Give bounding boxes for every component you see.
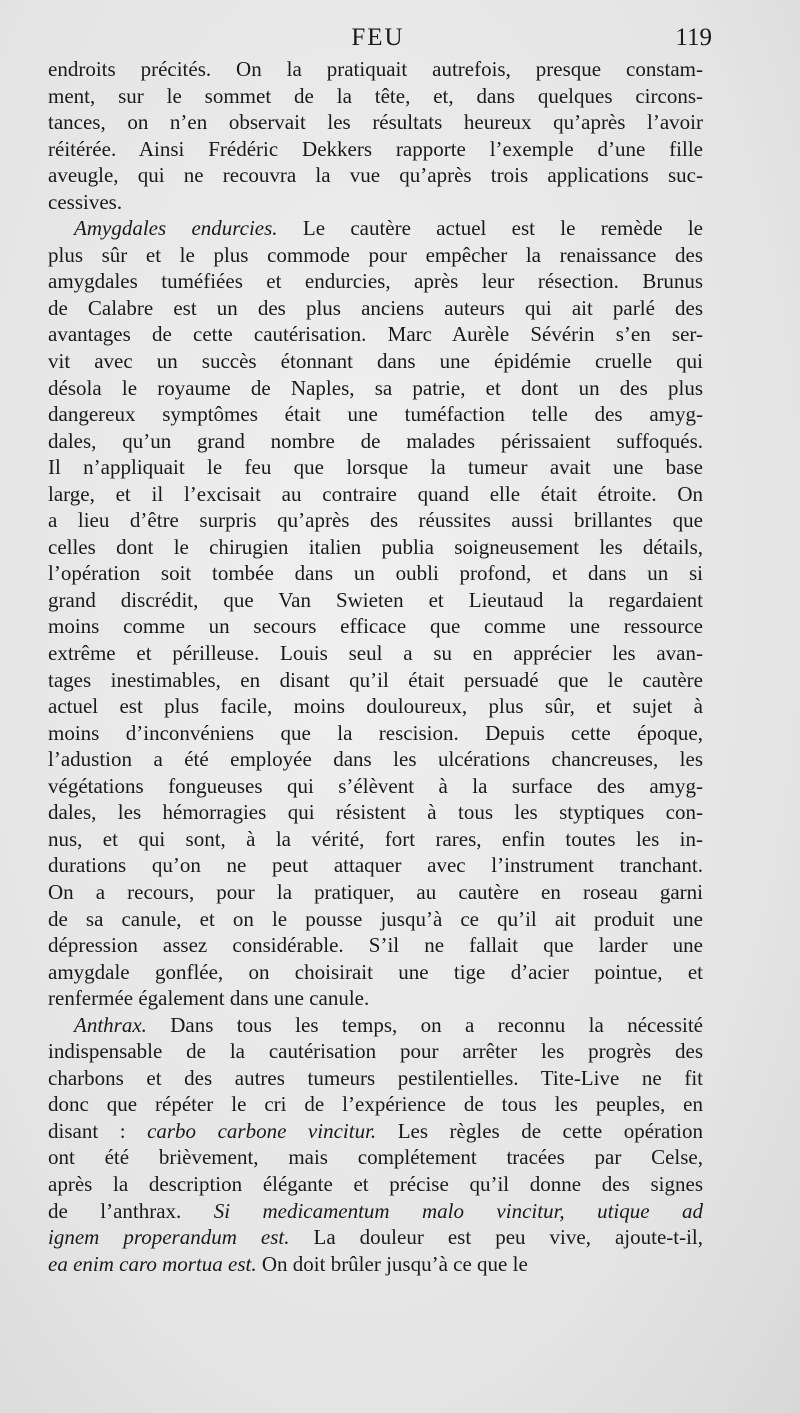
italic-text: ea enim caro mortua est. [48, 1251, 257, 1276]
text-line [48, 879, 703, 906]
text-segment: durations qu’on ne peut attaquer avec l’instrument tranchant. [48, 853, 703, 878]
text-line [48, 640, 703, 667]
text-line [48, 268, 703, 295]
text-line [48, 1171, 703, 1198]
text-line [48, 321, 703, 348]
text-line [48, 1251, 703, 1278]
text-segment: dales, qu’un grand nombre de malades périssaient suffoqués. [48, 428, 703, 453]
text-line [48, 667, 703, 694]
text-line [48, 1065, 703, 1092]
text-line [48, 162, 703, 189]
text-segment: tages inestimables, en disant qu’il était persuadé que le cautère [48, 667, 703, 692]
text-segment: aveugle, qui ne recouvra la vue qu’après trois applications suc- [48, 163, 703, 188]
text-segment: extrême et périlleuse. Louis seul a su en apprécier les avan- [48, 641, 703, 666]
text-line [48, 1118, 703, 1145]
text-line [48, 242, 703, 269]
text-segment: Les règles de cette opération [376, 1118, 704, 1143]
text-line [48, 136, 703, 163]
text-line [48, 428, 703, 455]
text-line [48, 401, 703, 428]
text-line [48, 613, 703, 640]
running-title: FEU [351, 24, 405, 51]
text-segment: après la description élégante et précise qu’il donne des signes [48, 1171, 703, 1196]
text-segment: moins comme un secours efficace que comme une ressource [48, 614, 703, 639]
text-line [48, 746, 703, 773]
text-segment: amygdale gonflée, on choisirait une tige d’acier pointue, et [48, 959, 703, 984]
text-segment: large, et il l’excisait au contraire quand elle était étroite. On [48, 481, 703, 506]
text-segment: La douleur est peu vive, ajoute-t-il, [289, 1225, 704, 1250]
text-line [48, 375, 703, 402]
text-segment: de Calabre est un des plus anciens auteurs qui ait parlé des [48, 295, 703, 320]
text-line [48, 1144, 703, 1171]
text-segment: ont été brièvement, mais complétement tracées par Celse, [48, 1145, 703, 1170]
text-line [48, 799, 703, 826]
text-segment: amygdales tuméfiées et endurcies, après leur résection. Brunus [48, 269, 703, 294]
text-line [48, 481, 703, 508]
page-number: 119 [675, 24, 712, 51]
body-text [48, 56, 703, 1277]
text-line [48, 1091, 703, 1118]
text-segment: disant : [48, 1118, 148, 1143]
text-segment: Le cautère actuel est le remède le [277, 216, 703, 241]
text-line [48, 906, 703, 933]
text-line [48, 1198, 703, 1225]
text-line [48, 534, 703, 561]
text-line [48, 773, 703, 800]
text-segment: désola le royaume de Naples, sa patrie, et dont un des plus [48, 375, 703, 400]
italic-text: Anthrax. [74, 1012, 147, 1037]
text-line [48, 932, 703, 959]
text-segment: l’adustion a été employée dans les ulcérations chancreuses, les [48, 747, 703, 772]
text-segment: endroits précités. On la pratiquait autrefois, presque constam- [48, 57, 703, 81]
text-segment: avantages de cette cautérisation. Marc Aurèle Sévérin s’en ser- [48, 322, 703, 347]
text-line [48, 1038, 703, 1065]
italic-text: ignem properandum est. [48, 1225, 290, 1250]
text-segment: l’opération soit tombée dans un oubli profond, et dans un si [48, 561, 703, 586]
text-segment: cessives. [48, 189, 123, 214]
italic-text: Si medicamentum malo vincitur, utique ad [213, 1198, 703, 1223]
text-line [48, 189, 703, 216]
text-segment: dales, les hémorragies qui résistent à tous les styptiques con- [48, 800, 703, 825]
text-segment: Il n’appliquait le feu que lorsque la tumeur avait une base [48, 455, 703, 480]
text-line [48, 560, 703, 587]
text-segment: donc que répéter le cri de l’expérience de tous les peuples, en [48, 1092, 703, 1117]
running-head [48, 24, 712, 54]
text-segment: ment, sur le sommet de la tête, et, dans quelques circons- [48, 83, 703, 108]
text-line [48, 348, 703, 375]
italic-text: carbo carbone vincitur. [147, 1118, 377, 1143]
text-line [48, 507, 703, 534]
text-line [48, 852, 703, 879]
text-segment: vit avec un succès étonnant dans une épidémie cruelle qui [48, 349, 703, 374]
text-segment: renfermée également dans une canule. [48, 986, 370, 1011]
text-segment: On doit brûler jusqu’à ce que le [256, 1251, 528, 1276]
text-line [48, 109, 703, 136]
text-line [48, 985, 703, 1012]
text-line [48, 295, 703, 322]
text-segment: On a recours, pour la pratiquer, au cautère en roseau garni [48, 879, 703, 904]
text-segment: a lieu d’être surpris qu’après des réussites aussi brillantes que [48, 508, 703, 533]
text-line [48, 1012, 703, 1039]
text-segment: végétations fongueuses qui s’élèvent à la surface des amyg- [48, 773, 703, 798]
text-line [48, 83, 703, 110]
text-segment: moins d’inconvéniens que la rescision. Depuis cette époque, [48, 720, 703, 745]
text-line [48, 959, 703, 986]
text-segment: de l’anthrax. [48, 1198, 214, 1223]
text-line [48, 826, 703, 853]
text-segment: grand discrédit, que Van Swieten et Lieutaud la regardaient [48, 587, 703, 612]
text-line [48, 693, 703, 720]
text-segment: charbons et des autres tumeurs pestilentielles. Tite-Live ne fit [48, 1065, 703, 1090]
text-line [48, 720, 703, 747]
text-segment: indispensable de la cautérisation pour arrêter les progrès des [48, 1039, 703, 1064]
text-segment: celles dont le chirugien italien publia soigneusement les détails, [48, 534, 703, 559]
text-segment: dangereux symptômes était une tuméfaction telle des amyg- [48, 402, 703, 427]
text-segment: Dans tous les temps, on a reconnu la nécessité [146, 1012, 703, 1037]
text-line [48, 56, 703, 83]
text-line [48, 215, 703, 242]
text-segment: plus sûr et le plus commode pour empêcher la renaissance des [48, 242, 703, 267]
text-segment: dépression assez considérable. S’il ne fallait que larder une [48, 933, 703, 958]
text-line [48, 454, 703, 481]
text-segment: réitérée. Ainsi Frédéric Dekkers rapporte l’exemple d’une fille [48, 136, 703, 161]
text-segment: nus, et qui sont, à la vérité, fort rares, enfin toutes les in- [48, 826, 703, 851]
text-line [48, 587, 703, 614]
text-segment: actuel est plus facile, moins douloureux, plus sûr, et sujet à [48, 694, 703, 719]
italic-text: Amygdales endurcies. [74, 216, 278, 241]
text-segment: tances, on n’en observait les résultats heureux qu’après l’avoir [48, 110, 703, 135]
text-segment: de sa canule, et on le pousse jusqu’à ce qu’il ait produit une [48, 906, 703, 931]
text-line [48, 1224, 703, 1251]
